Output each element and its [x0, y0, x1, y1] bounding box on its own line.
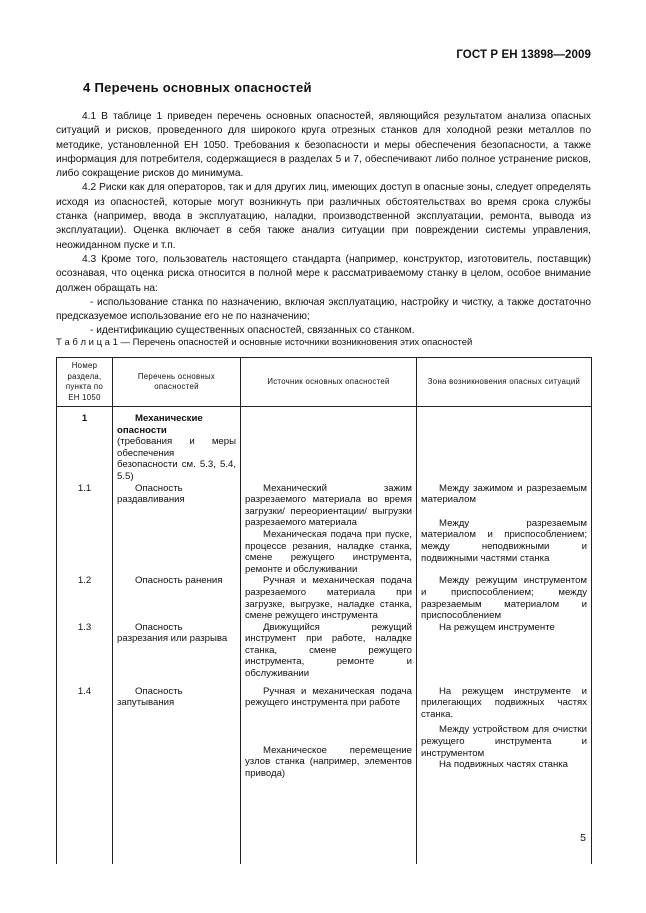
table-filler-row	[57, 780, 592, 864]
zone-item: Между устройством для очистки режущего инструмента и инструментом	[421, 724, 587, 759]
zone-item: Между режущим инструментом и приспособлением; между разрезаемым материалом и приспособлением	[421, 575, 587, 622]
hazards-table	[56, 357, 592, 864]
row-number: 1.4	[57, 680, 113, 780]
hazard-cell: Опасность раздавливания	[113, 483, 241, 576]
source-item: Ручная и механическая подача разрезаемого материала при загрузке, выгрузке, наладке станка, смене режущего инструмента	[245, 575, 412, 622]
hazards-table-wrapper	[56, 357, 591, 820]
table-row	[57, 483, 592, 576]
header-section-number: Номер раздела, пункта по ЕН 1050	[57, 358, 113, 407]
hazard-cell: Опасность ранения	[113, 575, 241, 621]
table-caption: Т а б л и ц а 1 — Перечень опасностей и основные источники возникновения этих опасностей	[56, 337, 473, 348]
paragraph-4-1: 4.1 В таблице 1 приведен перечень основных опасностей, являющийся результатом анализа опасных ситуаций и рисков, проведенного для широкого круга отрезных станков для холодной резки металлов по методике, установленной ЕН 1050. Требования к безопасности и меры обеспечения безопасности, а также информация для потребителя, содержащиеся в разделах 5 и 7, обеспечивают либо полное устранение рисков, либо сокращение рисков до минимума.	[56, 111, 591, 180]
hazard-cell: Опасность запутывания	[113, 680, 241, 780]
row-number: 1.2	[57, 575, 113, 621]
table-row	[57, 575, 592, 621]
header-hazard-zone: Зона возникновения опасных ситуаций	[417, 358, 592, 407]
row-number: 1.3	[57, 622, 113, 680]
zone-cell	[417, 413, 592, 483]
zone-cell	[417, 575, 592, 621]
zone-item: На подвижных частях станка	[439, 759, 569, 771]
document-code: ГОСТ Р ЕН 13898—2009	[456, 49, 591, 61]
source-item: Механическое перемещение узлов станка (например, элементов привода)	[245, 744, 412, 780]
header-hazard-source: Источник основных опасностей	[241, 358, 417, 407]
row-number: 1.1	[57, 483, 113, 576]
zone-cell	[417, 680, 592, 780]
zone-cell	[417, 483, 592, 576]
table-row	[57, 622, 592, 680]
paragraph-list-item-2: - идентификацию существенных опасностей, связанных со станком.	[90, 325, 415, 337]
hazard-group-title: Механические опасности	[117, 413, 203, 436]
source-cell	[241, 483, 417, 576]
source-item: Ручная и механическая подача режущего инструмента при работе	[245, 685, 412, 709]
source-cell	[241, 622, 417, 680]
zone-item: На режущем инструменте	[439, 621, 555, 633]
table-row	[57, 413, 592, 483]
section-title: 4 Перечень основных опасностей	[83, 80, 312, 95]
source-item: Движущийся режущий инструмент при работе, наладке станка, смене режущего инструмента, ремонте и обслуживании	[245, 621, 412, 680]
source-item: Механическая подача при пуске, процессе резания, наладке станка, смене режущего инструмента, ремонте и обслуживании	[245, 528, 412, 575]
hazard-cell: Опасность разрезания или разрыва	[113, 622, 241, 680]
paragraph-4-3: 4.3 Кроме того, пользователь настоящего стандарта (например, конструктор, изготовитель, поставщик) осознавая, что оценка риска относится в полной мере к рассматриваемому станку в целом, особое внимание должен обращать на:	[56, 253, 591, 294]
zone-item: На режущем инструменте и прилегающих подвижных частях станка.	[421, 685, 587, 720]
zone-cell	[417, 622, 592, 680]
source-cell	[241, 680, 417, 780]
zone-item: Между зажимом и разрезаемым материалом	[421, 482, 587, 506]
source-cell	[241, 413, 417, 483]
body-text	[56, 110, 591, 339]
zone-item: Между разрезаемым материалом и приспособлением; между неподвижными и подвижными частями станка	[421, 517, 587, 564]
table-row	[57, 680, 592, 780]
source-cell	[241, 575, 417, 621]
hazard-group-note: (требования и меры обеспечения безопасности см. 5.3, 5.4, 5.5)	[117, 436, 236, 482]
page-number: 5	[580, 832, 586, 844]
source-item: Механический зажим разрезаемого материала во время загрузки/ переориентации/ выгрузки разрезаемого материала	[245, 482, 412, 529]
header-hazard-list: Перечень основных опасностей	[113, 358, 241, 407]
paragraph-list-item-1: - использование станка по назначению, включая эксплуатацию, настройку и чистку, а также достаточно предсказуемое использование его не по назначению;	[56, 296, 591, 323]
table-header-row	[57, 358, 592, 407]
hazard-cell	[113, 413, 241, 483]
paragraph-4-2: 4.2 Риски как для операторов, так и для других лиц, имеющих доступ в опасные зоны, следует определять исходя из опасностей, которые могут возникнуть при различных обстоятельствах во время срока службы станка (например, ввода в эксплуатацию, наладки, производственной эксплуатации, ремонта, вывода из эксплуатации). Оценка включает в себя также анализ ситуации при повреждении системы управления, неожиданном пуске и т.п.	[56, 182, 591, 251]
row-number: 1	[57, 413, 113, 483]
